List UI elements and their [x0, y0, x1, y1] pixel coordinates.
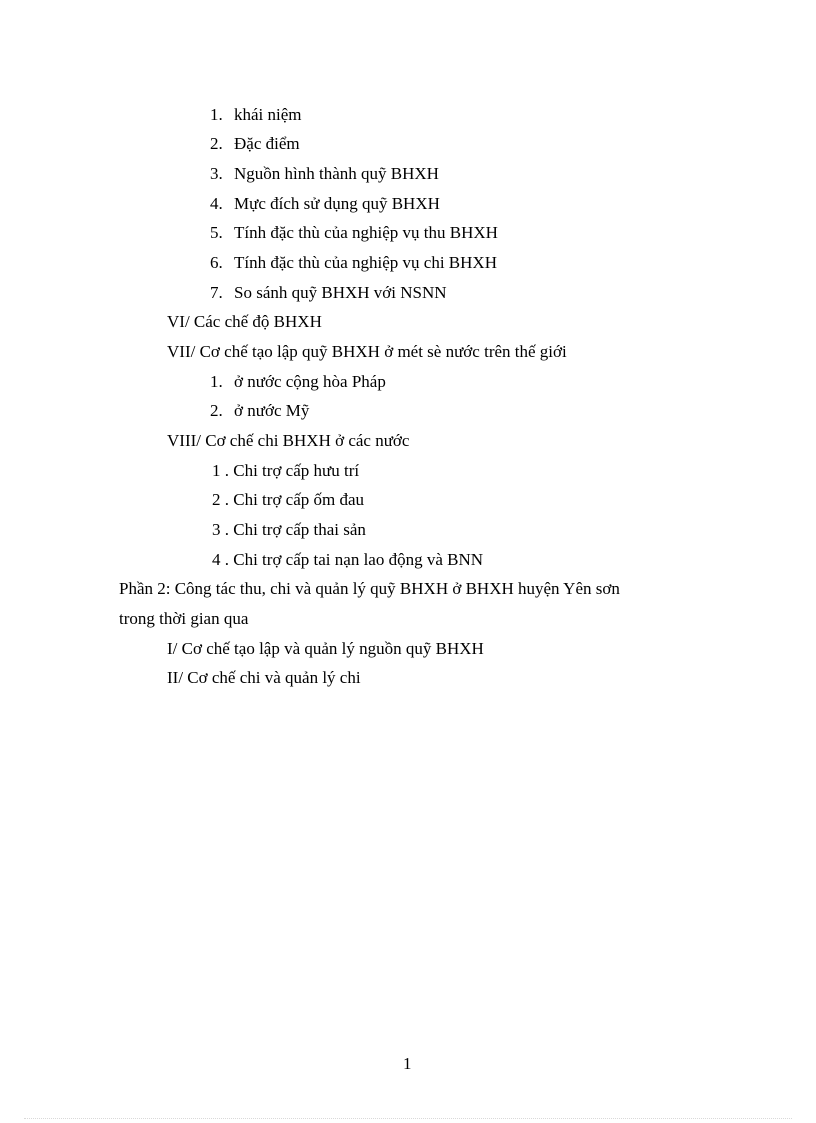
toc-item: 4 . Chi trợ cấp tai nạn lao động và BNN [212, 550, 484, 569]
toc-part-heading: Phần 2: Công tác thu, chi và quản lý quỹ BHXH ở BHXH huyện Yên sơn [119, 579, 620, 598]
toc-item: 3 . Chi trợ cấp thai sản [212, 520, 366, 539]
page-number: 1 [403, 1054, 412, 1073]
toc-section-heading: VIII/ Cơ chế chi BHXH ở các nước [167, 431, 410, 450]
toc-item: 4. Mực đích sử dụng quỹ BHXH [210, 194, 440, 213]
toc-item: 1 . Chi trợ cấp hưu trí [212, 461, 360, 480]
page-bottom-divider [24, 1118, 792, 1119]
toc-item: 1. ở nước cộng hòa Pháp [210, 372, 386, 391]
toc-item: 7. So sánh quỹ BHXH với NSNN [210, 283, 447, 302]
toc-item: 1. khái niệm [210, 105, 302, 124]
toc-section-heading: II/ Cơ chế chi và quản lý chi [167, 668, 361, 687]
toc-item: 2. ở nước Mỹ [210, 401, 310, 420]
toc-item: 6. Tính đặc thù của nghiệp vụ chi BHXH [210, 253, 497, 272]
toc-part-heading-continued: trong thời gian qua [119, 609, 249, 628]
toc-item: 3. Nguồn hình thành quỹ BHXH [210, 164, 439, 183]
toc-item: 2 . Chi trợ cấp ốm đau [212, 490, 365, 509]
toc-section-heading: VI/ Các chế độ BHXH [167, 312, 322, 331]
toc-item: 2. Đặc điểm [210, 134, 300, 153]
toc-item: 5. Tính đặc thù của nghiệp vụ thu BHXH [210, 223, 498, 242]
toc-section-heading: I/ Cơ chế tạo lập và quản lý nguồn quỹ BHXH [167, 639, 484, 658]
toc-section-heading: VII/ Cơ chế tạo lập quỹ BHXH ở mét sè nước trên thế giới [167, 342, 567, 361]
